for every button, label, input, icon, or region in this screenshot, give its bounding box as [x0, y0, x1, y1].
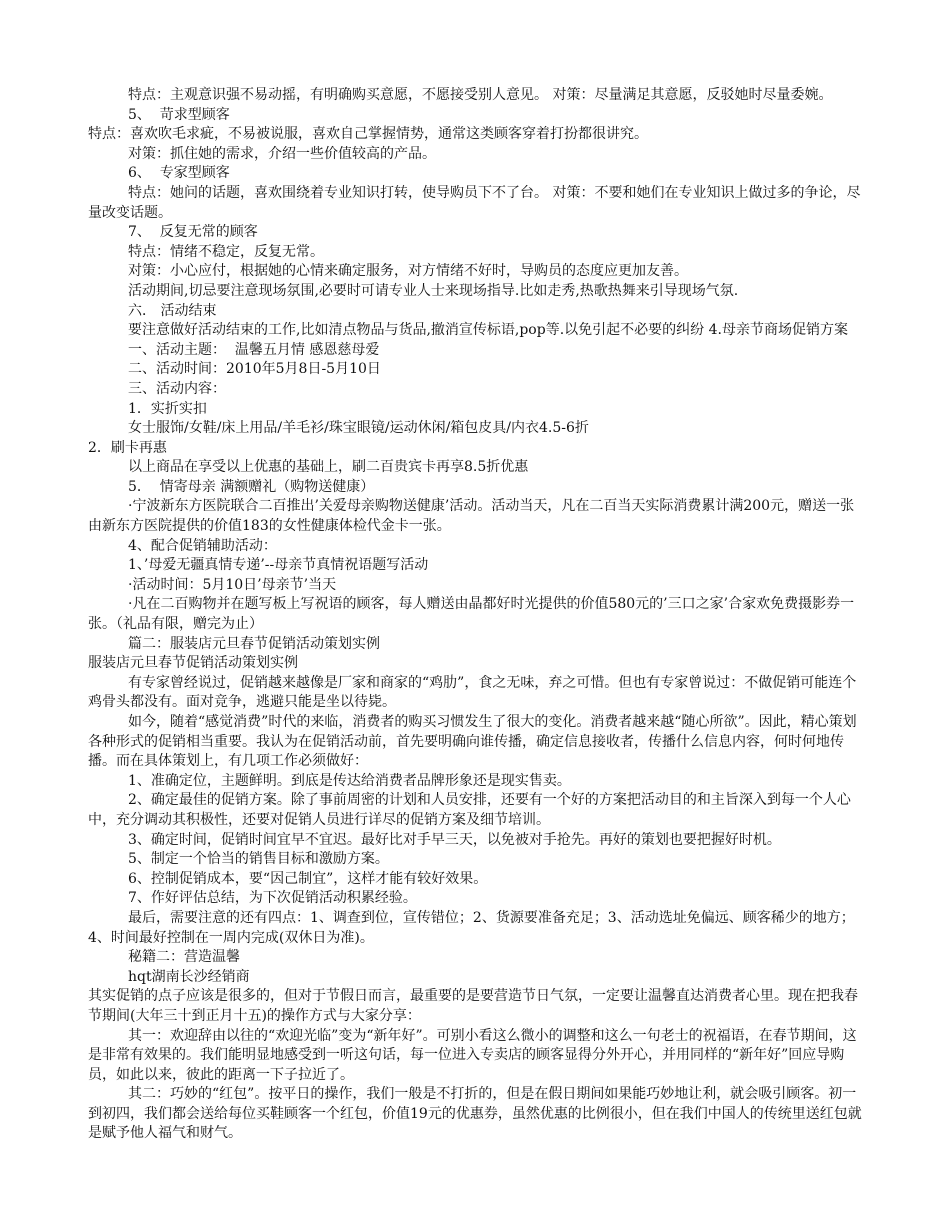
paragraph: 以上商品在享受以上优惠的基础上，刷二百贵宾卡再享8.5折优惠: [128, 459, 529, 476]
paragraph: 特点：喜欢吹毛求疵，不易被说服，喜欢自己掌握情势，通常这类顾客穿着打扮都很讲究。: [88, 126, 648, 143]
paragraph: 5、 苛求型顾客: [128, 106, 230, 123]
paragraph: 6、 专家型顾客: [128, 165, 230, 182]
paragraph: ·宁波新东方医院联合二百推出’关爱母亲购物送健康’活动。活动当天，凡在二百当天实际消费累计满200元，赠送一张由新东方医院提供的价值183的女性健康体检代金卡一张。: [88, 498, 855, 535]
paragraph: 特点：她问的话题，喜欢围绕着专业知识打转，使导购员下不了台。 对策：不要和她们在专业知识上做过多的争论，尽量改变话题。: [88, 184, 861, 221]
paragraph: 有专家曾经说过，促销越来越像是厂家和商家的“鸡肋”，食之无味，弃之可惜。但也有专家曾说过：不做促销可能连个鸡骨头都没有。面对竞争，逃避只能是坐以待毙。: [88, 674, 857, 711]
paragraph: 对策：小心应付，根据她的心情来确定服务，对方情绪不好时，导购员的态度应更加友善。: [128, 263, 688, 280]
paragraph: 对策：抓住她的需求，介绍一些价值较高的产品。: [128, 145, 436, 162]
paragraph: 六． 活动结束: [128, 302, 217, 319]
paragraph: 女士服饰/女鞋/床上用品/羊毛衫/珠宝眼镜/运动休闲/箱包皮具/内衣4.5-6折: [128, 420, 589, 437]
paragraph: 3、确定时间，促销时间宜早不宜迟。最好比对手早三天，以免被对手抢先。再好的策划也要把握好时机。: [128, 831, 781, 848]
paragraph: 一、活动主题： 温馨五月情 感恩慈母爱: [128, 341, 380, 358]
paragraph: hqt湖南长沙经销商: [128, 968, 250, 985]
paragraph: 特点：情绪不稳定，反复无常。: [128, 243, 324, 260]
paragraph: 篇二：服装店元旦春节促销活动策划实例: [128, 635, 380, 652]
paragraph: 2、确定最佳的促销方案。除了事前周密的计划和人员安排，还要有一个好的方案把活动目的和主旨深入到每一个人心中，充分调动其积极性，还要对促销人员进行详尽的促销方案及细节培训。: [88, 792, 851, 828]
paragraph: 活动期间,切忌要注意现场氛围,必要时可请专业人士来现场指导.比如走秀,热歌热舞来引导现场气氛.: [128, 282, 739, 299]
paragraph: 其实促销的点子应该是很多的，但对于节假日而言，最重要的是要营造节日气氛，一定要让温馨直达消费者心里。现在把我春节期间(大年三十到正月十五)的操作方式与大家分享：: [88, 988, 858, 1024]
paragraph: 4、配合促销辅助活动：: [128, 537, 277, 554]
paragraph: 5． 情寄母亲 满额赠礼（购物送健康）: [128, 478, 375, 495]
paragraph: 2．刷卡再惠: [88, 439, 167, 456]
paragraph: 1．实折实扣: [128, 400, 207, 417]
paragraph: 特点：主观意识强不易动摇，有明确购买意愿，不愿接受别人意见。 对策：尽量满足其意愿，反驳她时尽量委婉。: [128, 87, 833, 103]
paragraph: ·凡在二百购物并在题写板上写祝语的顾客，每人赠送由晶都好时光提供的价值580元的’三口之家’合家欢免费摄影券一张。（礼品有限，赠完为止）: [88, 596, 855, 633]
paragraph: ·活动时间：5月10日’母亲节’当天: [128, 576, 337, 593]
paragraph: 二、活动时间：2010年5月8日-5月10日: [128, 361, 381, 378]
paragraph: 服装店元旦春节促销活动策划实例: [88, 655, 298, 672]
paragraph: 秘籍二：营造温馨: [128, 949, 240, 966]
paragraph: 7、 反复无常的顾客: [128, 224, 258, 241]
paragraph: 如今，随着“感觉消费”时代的来临，消费者的购买习惯发生了很大的变化。消费者越来越“随心所欲”。因此，精心策划各种形式的促销相当重要。我认为在促销活动前，首先要明确向谁传播，确定信息接收者，传播什么信息内容，何时何地传播。而在具体策划上，有几项工作必须做好：: [88, 714, 857, 770]
paragraph: 其二：巧妙的“红包”。按平日的操作，我们一般是不打折的，但是在假日期间如果能巧妙地让利，就会吸引顾客。初一到初四，我们都会送给每位买鞋顾客一个红包，价值19元的优惠券，虽然优惠的比例很小，但在我们中国人的传统里送红包就是赋予他人福气和财气。: [88, 1086, 862, 1142]
paragraph: 要注意做好活动结束的工作,比如清点物品与货品,撤消宣传标语,pop等.以免引起不必要的纠纷 4.母亲节商场促销方案: [128, 322, 848, 339]
paragraph: 6、控制促销成本，要“因己制宜”，这样才能有较好效果。: [128, 870, 488, 887]
paragraph: 1、准确定位，主题鲜明。到底是传达给消费者品牌形象还是现实售卖。: [128, 772, 571, 789]
paragraph: 5、制定一个恰当的销售目标和激励方案。: [128, 851, 389, 868]
paragraph: 最后，需要注意的还有四点：1、调查到位，宣传错位；2、货源要准备充足；3、活动选址免偏远、顾客稀少的地方；4、时间最好控制在一周内完成(双休日为准)。: [88, 909, 855, 946]
paragraph: 其一：欢迎辞由以往的“欢迎光临”变为“新年好”。可别小看这么微小的调整和这么一句老士的祝福语，在春节期间，这是非常有效果的。我们能明显地感受到一听这句话，每一位进入专卖店的顾客显得分外开心，并用同样的“新年好”回应导购员，如此以来，彼此的距离一下子拉近了。: [88, 1027, 857, 1083]
paragraph: 三、活动内容：: [128, 380, 226, 397]
paragraph: 7、作好评估总结，为下次促销活动积累经验。: [128, 890, 417, 907]
paragraph: 1、’母爱无疆真情专递’--母亲节真情祝语题写活动: [128, 557, 429, 574]
